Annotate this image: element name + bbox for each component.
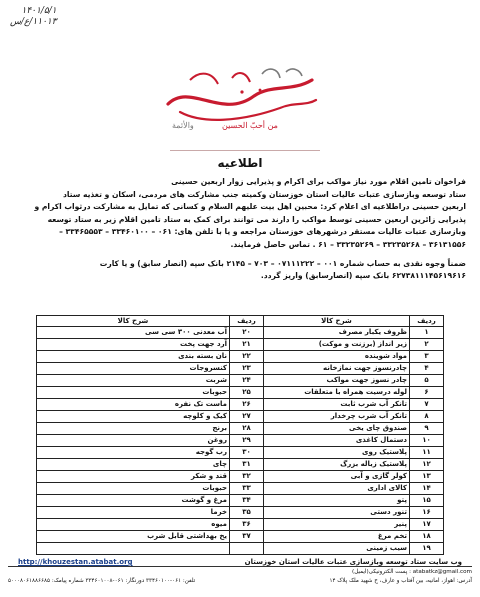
item-desc-cell: میوه (37, 518, 230, 530)
col-header-row-num: ردیف (410, 316, 444, 327)
item-desc-cell: حبوبات (37, 387, 230, 399)
footer-contact (8, 578, 472, 585)
table-row (37, 530, 444, 542)
item-desc-cell (37, 542, 230, 554)
item-desc-cell: تخم مرغ (264, 530, 410, 542)
item-desc-cell: ظروف یکبار مصرف (264, 327, 410, 339)
body-line: ستاد توسعه وبازسازی عتبات عالیات استان خوزستان وکمیته جنب مشارکت های مردمی، اسکان و تغذیه ستاد (63, 190, 466, 199)
table-row (37, 411, 444, 423)
footer-divider (8, 566, 472, 567)
item-desc-cell: چادر نسوز جهت مواکب (264, 375, 410, 387)
row-number-cell: ۲۹ (230, 435, 264, 447)
item-desc-cell: لوله درسیت همراه با متعلقات (264, 387, 410, 399)
call-title-line: فراخوان تامین اقلام مورد نیاز مواکب برای اکرام و پذیرایی زوار اربعین حسینی (171, 177, 466, 186)
table-row (37, 494, 444, 506)
row-number-cell: ۳۲ (230, 471, 264, 483)
body-line: پذیرایی زائرین اربعین حسینی توسط مواکب را دارند می توانند برای کمک به ستاد تامین اقلام زیر به ستاد توسعه (47, 214, 466, 224)
body-line: اربعین حسینی دراطلاعیه ای اعلام کرد: محبین اهل بیت علیهم السلام و کسانی که تمایل به مشارکت درثواب اکرام و (34, 202, 466, 212)
row-number-cell: ۲۲ (230, 351, 264, 363)
letter-meta (10, 6, 57, 28)
item-desc-cell: دستمال کاغذی (264, 435, 410, 447)
row-number-cell: ۳۱ (230, 459, 264, 471)
item-desc-cell: حبوبات (37, 482, 230, 494)
table-row (37, 423, 444, 435)
item-desc-cell: چادرنسوز جهت نمازخانه (264, 363, 410, 375)
row-number-cell: ۷ (410, 399, 444, 411)
item-desc-cell: تانکر آب شرب چرخدار (264, 411, 410, 423)
item-desc-cell: سیب زمینی (264, 542, 410, 554)
table-row (37, 363, 444, 375)
row-number-cell: ۵ (410, 375, 444, 387)
row-number-cell: ۲۰ (230, 327, 264, 339)
table-row (37, 506, 444, 518)
table-row (37, 351, 444, 363)
row-number-cell: ۲۱ (230, 339, 264, 351)
row-number-cell: ۲۵ (230, 387, 264, 399)
table-row (37, 327, 444, 339)
row-number-cell: ۸ (410, 411, 444, 423)
table-row (37, 435, 444, 447)
table-header-row (37, 316, 444, 327)
logo-script-sub: والأئمة (172, 121, 194, 130)
item-desc-cell: روغن (37, 435, 230, 447)
call-title (14, 176, 466, 188)
col-header-desc: شرح کالا (264, 316, 410, 327)
item-desc-cell: کالای اداری (264, 482, 410, 494)
site-url-link[interactable]: http://khouzestan.atabat.org (18, 558, 133, 566)
table-row (37, 375, 444, 387)
item-desc-cell: کیک و کلوچه (37, 411, 230, 423)
col-header-desc: شرح کالا (37, 316, 230, 327)
row-number-cell: ۲۸ (230, 423, 264, 435)
row-number-cell: ۱۳ (410, 471, 444, 483)
row-number-cell: ۳۰ (230, 447, 264, 459)
letter-number: ۱۱۰۱۳/ع/س (10, 17, 57, 27)
row-number-cell: ۳۵ (230, 506, 264, 518)
row-number-cell: ۱۰ (410, 435, 444, 447)
table-row (37, 447, 444, 459)
table-row (37, 399, 444, 411)
row-number-cell: ۱۷ (410, 518, 444, 530)
row-number-cell: ۲۷ (230, 411, 264, 423)
table-row (37, 542, 444, 554)
payment-line: ۶۲۷۳۸۱۱۱۴۵۶۱۹۶۱۶ بانک سپه (انصارسابق) واریز گردد. (260, 271, 466, 281)
item-desc-cell: کنسروجات (37, 363, 230, 375)
announcement-heading: اطلاعیه (217, 156, 263, 170)
row-number-cell: ۳۳ (230, 482, 264, 494)
item-desc-cell: آب معدنی ۳۰۰ سی سی (37, 327, 230, 339)
row-number-cell: ۲ (410, 339, 444, 351)
item-desc-cell: کولر گازی و آبی (264, 471, 410, 483)
item-desc-cell: مرغ و گوشت (37, 494, 230, 506)
item-desc-cell: زیر انداز (برزنت و موکت) (264, 339, 410, 351)
row-number-cell: ۱۸ (410, 530, 444, 542)
item-desc-cell: خرما (37, 506, 230, 518)
calligraphy-logo (162, 62, 322, 132)
item-desc-cell: پلاستیک روی (264, 447, 410, 459)
item-desc-cell: پلاستیک زباله بزرگ (264, 459, 410, 471)
row-number-cell: ۱۴ (410, 482, 444, 494)
item-desc-cell: شربت (37, 375, 230, 387)
payment-line: ضمناً وجوه نقدی به حساب شماره ۰۰۱ – ۰۷۱۱۱۲۲۲ – ۷۰۳ – ۲۱۴۵ بانک سپه (انصار سابق) و یا کارت (99, 259, 466, 268)
item-desc-cell: پنیر (264, 518, 410, 530)
body-line: ۳۶۱۳۱۵۵۶ – ۳۳۲۳۵۲۶۸ – ۳۳۲۳۵۲۶۹ – ۶۱ . تماس حاصل فرمایند. (230, 239, 466, 249)
logo-divider (170, 150, 320, 151)
table-row (37, 471, 444, 483)
logo-script: من أحبّ الحسین (222, 121, 278, 130)
item-desc-cell: نان بسته بندی (37, 351, 230, 363)
row-number-cell: ۱۵ (410, 494, 444, 506)
item-desc-cell: برنج (37, 423, 230, 435)
row-number-cell: ۱۱ (410, 447, 444, 459)
table-row (37, 518, 444, 530)
row-number-cell (230, 542, 264, 554)
row-number-cell: ۱۹ (410, 542, 444, 554)
letter-date: ۱۴۰۱/۵/۱ (21, 6, 57, 16)
item-desc-cell: مواد شوینده (264, 351, 410, 363)
row-number-cell: ۹ (410, 423, 444, 435)
row-number-cell: ۴ (410, 363, 444, 375)
footer-address: آدرس: اهواز، امانیه، بین آفتاب و عارف، خ شهید ملک پلاک ۱۴ (329, 578, 472, 584)
item-desc-cell: پتو (264, 494, 410, 506)
item-desc-cell: صندوق چای یخی (264, 423, 410, 435)
items-table-body (37, 327, 444, 555)
footer-site (18, 558, 462, 566)
row-number-cell: ۲۶ (230, 399, 264, 411)
site-label: وب سایت ستاد توسعه وبازسازی عتبات عالیات استان خوزستان (244, 558, 462, 566)
item-desc-cell: قند و شکر (37, 471, 230, 483)
row-number-cell: ۱۶ (410, 506, 444, 518)
col-header-row-num: ردیف (230, 316, 264, 327)
table-row (37, 482, 444, 494)
item-desc-cell: یخ بهداشتی قابل شرب (37, 530, 230, 542)
payment-info (14, 258, 466, 283)
row-number-cell: ۳۶ (230, 518, 264, 530)
row-number-cell: ۳ (410, 351, 444, 363)
items-table (36, 315, 444, 555)
body-line: وبازسازی عتبات عالیات مستقر درشهرهای خوزستان مراجعه و یا با تلفن های: ۰۶۱ – ۳۳۴۶۰۱۰۰ – ۳۳۴۶۵۵۵۳ – (59, 227, 466, 237)
row-number-cell: ۳۴ (230, 494, 264, 506)
table-row (37, 339, 444, 351)
table-row (37, 387, 444, 399)
item-desc-cell: تانکر آب شرب ثابت (264, 399, 410, 411)
item-desc-cell: ماست تک نفره (37, 399, 230, 411)
item-desc-cell: تنور دستی (264, 506, 410, 518)
row-number-cell: ۲۴ (230, 375, 264, 387)
row-number-cell: ۱ (410, 327, 444, 339)
footer-phones: تلفن: ۰۶۱-۳۳۴۶۰۱۰۰ دورنگار: ۰۶۱-۳۳۴۶۰۱۰۰۸ شماره پیامک: ۵۰۰۰۸۰۶۱۸۸۶۶۸۵ (8, 578, 196, 584)
row-number-cell: ۲۳ (230, 363, 264, 375)
row-number-cell: ۳۷ (230, 530, 264, 542)
row-number-cell: ۶ (410, 387, 444, 399)
item-desc-cell: آرد جهت پخت (37, 339, 230, 351)
item-desc-cell: چای (37, 459, 230, 471)
footer-email: atabatkz@gmail.com : پست الکترونیکی(ایمیل) (352, 569, 472, 575)
announcement-body (14, 189, 466, 251)
row-number-cell: ۱۲ (410, 459, 444, 471)
table-row (37, 459, 444, 471)
item-desc-cell: رب گوجه (37, 447, 230, 459)
